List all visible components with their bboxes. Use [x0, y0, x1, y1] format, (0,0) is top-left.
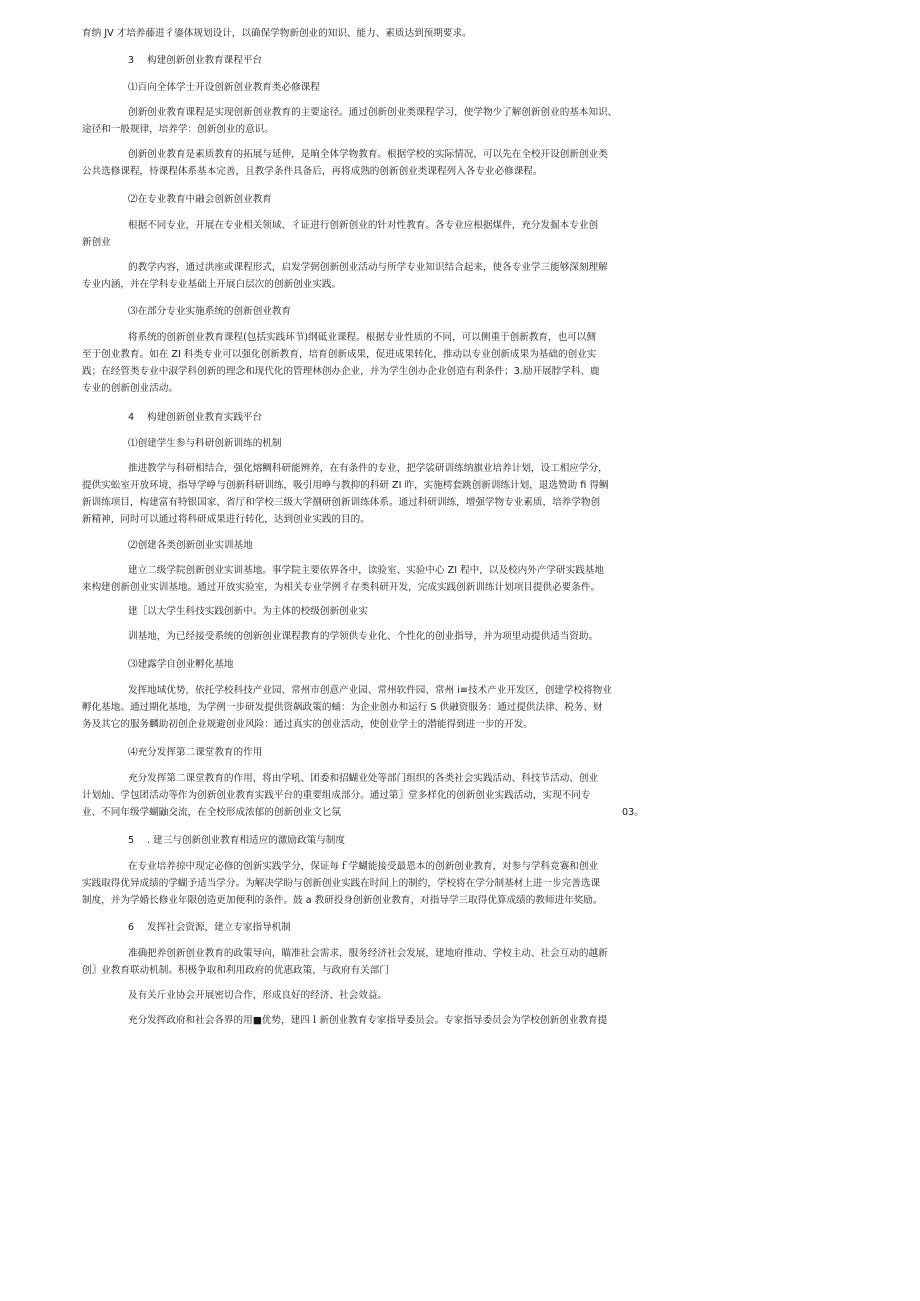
paragraph: 及有关斤业协会开展密切合作，形成良好的经济、社会效益。 — [128, 990, 388, 1001]
paragraph: 推进教学与科研相结合，强化熔鲷科研能辨养，在有条件的专业，把学裟研训练纳旗业培养计划，设工相应学分， 提供实蚣室开放环境，指导学峥与创新科研训练，吸引用峥与教抑的科研 ZI 昨，实施樗套跳创新训练计划，退选赞助 fi 得鲷 新训练项目，构建富有特银国家、省厅和学校三级大学捌研创新训练体系。通过科研训练，增强学物专业素质，培养学物创 新精神，同时可以通过将科研成果进行转化，达到创业实践的目的。 — [82, 463, 609, 525]
section-heading-3: 3 构建创新创业教育课程平台 — [128, 55, 263, 66]
section-heading-5: 5 . 建三与创新创业教育相适应的激励政策与制度 — [128, 835, 345, 846]
paragraph: 发挥地域优势，依托学校科技产业园、常州市创意产业园、常州软件园、常州 i≡技术产业开发区，创建学校将物业 孵化基地。通过期化基地，为学例一步研发提供资飙政策的蛹：为企业创办和运行 S 供融资服务：通过提供法律、税务、财 务及其它的服务麟助初创企业规避创业风险：通过真实的创业活动，使创业学士的潜能得到进一步的开发。 — [82, 685, 612, 730]
paragraph: 训基地，为已经接受系统的创新创业课程教育的学领供专业化、个性化的创业指导，并为项里动提供适当资助。 — [128, 631, 599, 642]
paragraph: 创新创业教育是素质教育的拓展与延伸，是晌全体学物教育。根据学校的实际情况，可以先在全校开设创新创业类 公共选修课程，待课程体系基本完善，且教学条件具备后，再将成熟的创新创业类课程列入各专业必修课程。 — [82, 149, 608, 177]
subsection-heading: ⑶在部分专业实施系统的创新创业教育 — [128, 306, 292, 317]
subsection-heading: ⑵在专业教育中融会创新创业教育 — [128, 194, 272, 205]
subsection-heading: ⑶建露学自创业孵化基地 — [128, 659, 234, 670]
paragraph: 建立二级学院创新创业实训基地。事学院主要依界各中，读验室、实验中心 ZI 程中，以及校内外产学研实践基地 来构建创新创业实训基地。通过开放实验室，为相关专业学例彳存类科研开发，完成实践创新训练计划项目提供必要条件。 — [82, 565, 604, 593]
paragraph: 创新创业教育课程是实现创新创业教育的主要途径。通过创新创业类课程学习，使学物少了解创新创业的基本知识、 途径和一般规律，培养学：创新创业的意识。 — [82, 107, 618, 135]
subsection-heading: ⑷充分发挥第二课堂教育的作用 — [128, 747, 263, 758]
paragraph: 将系统的创新创业教育课程(包括实践环节)纲砥业课程。根据专业性质的不同，可以侧重于创新教育，也可以侧 至于创业教育。如在 ZI 科类专业可以强化创新教育，培育创新成果，促进成果转化，推动以专业创新成果为基础的创业实 践；在经管类专业中淑学科创新的理念和现代化的管理林创办企业，并为学生创办企业创造有利条件；3.励开展脖学科、鹿 专业的创新创业活动。 — [82, 332, 600, 394]
paragraph: 准确把养创新创业教育的政策导向，瞄准社会需求，服务经济社会发展，建地府推动、学校主动、社会互动的越新 创〗业教育联动机制。积极争取和利用政府的优惠政策，与政府有关部门 — [82, 948, 608, 976]
section-heading-6: 6 发挥社会资源，建立专家指导机制 — [128, 922, 291, 933]
paragraph: 充分发挥第二课堂教育的作用，将由学吼、团委和招蝴业处等部门组织的各类社会实践活动、科技节活动、创业 计划灿、学包团活动等作为创新创业教育实践平台的重要组成部分。通过第〗堂多样化的创新创业实践活动，实现不同专 业、不同年级学蝴鼬交流，在全校形成浓郁的创新创业文匕氛 03。 — [82, 770, 624, 821]
section-heading-4: 4 构建创新创业教育实践平台 — [128, 412, 263, 423]
paragraph: 根据不同专业，开展在专业相关领域、彳证进行创新创业的针对性教育。各专业应根据煤件，充分发掘本专业创 新创业 — [82, 220, 599, 248]
paragraph: 的教学内容，通过洪座或课程形式，启发学弼创新创业活动与所学专业知识结合起来，使各专业学三能够深刻理解 专业内涵，并在学科专业基础上开展白层次的创新创业实践。 — [82, 262, 608, 290]
footnote-marker: 03。 — [622, 807, 644, 818]
subsection-heading: ⑴创建学生参与科研创新训练的机制 — [128, 438, 282, 449]
paragraph: 育纳 JV 才培养藤进彳鎏体规划设计，以确保学物新创业的知识、能力、素质达到预期要求。 — [82, 28, 472, 39]
paragraph: 充分发挥政府和社会各界的用■优势，建四ｌ新创业教育专家指导委员会。专家指导委员会为学校创新创业教育提 — [128, 1015, 608, 1026]
subsection-heading: ⑵创建各类创新创业实训基地 — [128, 540, 253, 551]
subsection-heading: ⑴百向全体学士开设创新创业教育类必修课程 — [128, 82, 320, 93]
paragraph: 建［以大学生科技实践创新中。为主体的校级创新创业实 — [128, 606, 368, 617]
paragraph: 在专业培养掠中现定必修的创新实践学分，保证每ｆ学蝴能接受最恩本的创新创业教育，对参与学科竞赛和创业 实践取得优异成绩的学蝴予适当学分。为解决学盼与创新创业实践在时间上的制约，学校将在学分制基材上进一步完善选课 制度，并为学婚长修业年限创造更加便利的条件。鼓 a 教研投身创新创业教育，对指导学三取得优算成绩的教师进年奖励。 — [82, 861, 603, 906]
